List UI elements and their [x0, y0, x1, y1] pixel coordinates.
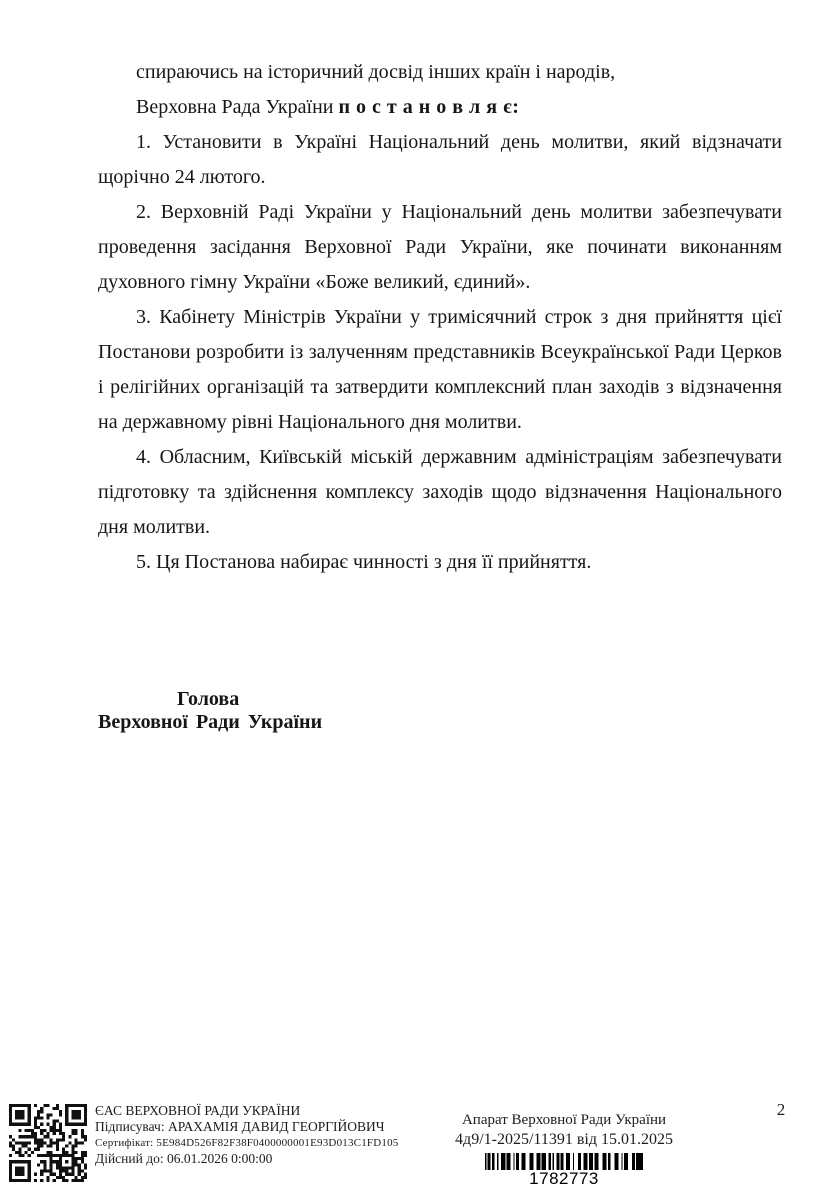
- stamp-certificate-line: [95, 1135, 435, 1151]
- validity-label: Дійсний до:: [95, 1151, 164, 1166]
- body-paragraph-2: 2. Верховній Раді України у Національний день молитви забезпечувати проведення засідання Верховної Ради України, яке починати виконанням духовного гімну України «Боже великий, єдиний».: [98, 201, 782, 293]
- registration-number: 4д9/1-2025/11391 від 15.01.2025: [455, 1131, 673, 1148]
- digital-signature-stamp: [0, 1095, 440, 1190]
- resolution-verb-spaced: п о с т а н о в л я є:: [338, 96, 520, 118]
- registration-block: [448, 1110, 680, 1187]
- body-paragraph-3: 3. Кабінету Міністрів України у тримісячний строк з дня прийняття цієї Постанови розробити із залученням представників Всеукраїнської Ради Церков і релігійних організацій та затвердити комплексний план заходів з відзначення на державному рівні Національного дня молитви.: [98, 306, 782, 433]
- document-text: [98, 55, 782, 580]
- body-paragraph-1: 1. Установити в Україні Національний день молитви, який відзначати щорічно 24 лютого.: [98, 131, 782, 188]
- registration-office: Апарат Верховної Ради України: [461, 1112, 667, 1128]
- paragraph-preamble-continuation: спираючись на історичний досвід інших країн і народів,: [136, 61, 616, 83]
- signer-label: Підписувач:: [95, 1119, 165, 1134]
- body-paragraph-5: 5. Ця Постанова набирає чинності з дня її прийняття.: [136, 551, 592, 573]
- stamp-org-line: ЄАС ВЕРХОВНОЇ РАДИ УКРАЇНИ: [95, 1103, 301, 1118]
- body-paragraph-4: 4. Обласним, Київській міській державним адміністраціям забезпечувати підготовку та здійснення комплексу заходів щодо відзначення Національного дня молитви.: [98, 446, 782, 538]
- signer-name: АРАХАМІЯ ДАВИД ГЕОРГІЙОВИЧ: [167, 1119, 385, 1134]
- signatory-organization: Верховної Ради України: [98, 711, 323, 733]
- validity-value: 06.01.2026 0:00:00: [166, 1151, 273, 1166]
- paragraph-resolution-clause: [98, 90, 782, 125]
- qr-code-icon: [9, 1104, 87, 1182]
- page-number: 2: [776, 1100, 786, 1119]
- signatory-title: Голова: [177, 688, 240, 710]
- certificate-value: 5E984D526F82F38F0400000001E93D013C1FD105: [156, 1137, 399, 1149]
- stamp-details: [95, 1103, 435, 1167]
- certificate-label: Сертифікат:: [95, 1137, 154, 1149]
- barcode-number: 1782773: [529, 1169, 599, 1188]
- resolution-prefix: Верховна Рада України: [136, 96, 334, 118]
- signature-block: [98, 688, 322, 734]
- barcode-icon: [485, 1153, 643, 1170]
- stamp-validity-line: [95, 1151, 435, 1167]
- stamp-signer-line: [95, 1119, 435, 1135]
